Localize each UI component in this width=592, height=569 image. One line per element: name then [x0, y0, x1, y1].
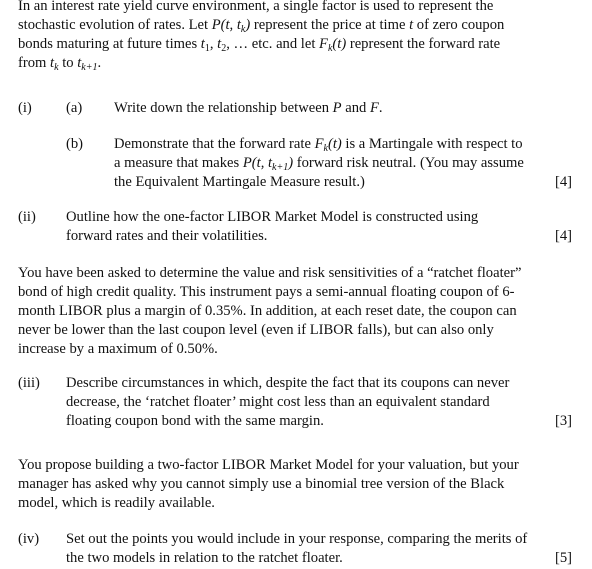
question-text: Describe circumstances in which, despite the fact that its coupons can never decrease, the ‘ratchet floater’ might cost less than an equivalent standard floating coupon bond with the same margin. [66, 375, 510, 429]
intro-line-1: In an interest rate yield curve environment, a single factor is used to represent the [18, 0, 494, 14]
marks-badge: [3] [554, 413, 572, 429]
marks-badge: [4] [554, 228, 572, 244]
marks-badge: [4] [554, 174, 572, 190]
part-b-label: (b) [66, 136, 84, 152]
intro-line-4: from $t_k$ to $t_{k+1}$. [18, 55, 102, 73]
part-b-line-3: the Equivalent Martingale Measure result.) [114, 174, 365, 190]
part-b-line-1: Demonstrate that the forward rate $F_k(t)$ is a Martingale with respect to [114, 136, 523, 154]
intro-line-2: stochastic evolution of rates. Let P(t, $t_k$) represent the price at time t of zero coupon [18, 17, 505, 35]
question-text: Set out the points you would include in your response, comparing the merits of the two models in relation to the ratchet floater. [66, 531, 528, 566]
two-factor-paragraph: You propose building a two-factor LIBOR Market Model for your valuation, but your manager has asked why you cannot simply use a binomial tree version of the Black model, which is readily available. [18, 457, 519, 511]
question-number: (iii) [18, 375, 40, 391]
question-text: Outline how the one-factor LIBOR Market Model is constructed using forward rates and their volatilities. [66, 209, 479, 244]
ratchet-floater-paragraph: You have been asked to determine the value and risk sensitivities of a “ratchet floater” bond of high credit quality. This instrument pays a semi-annual floating coupon of 6- month LIBOR plus a margin of 0.35%. In addition, at each reset date, the coupon can never be lower than the last coupon level (even if LIBOR falls), but can also only increase by a maximum of 0.50%. [18, 265, 522, 357]
question-number: (ii) [18, 209, 36, 225]
intro-line-3: bonds maturing at future times $t_1$, $t_2$, … etc. and let $F_k(t)$ represent the forward rate [18, 36, 501, 54]
marks-badge: [5] [554, 550, 572, 566]
part-b-line-2: a measure that makes P(t, $t_{k+1}$) forward risk neutral. (You may assume [114, 155, 524, 173]
part-a-text: Write down the relationship between P and F. [114, 100, 383, 116]
part-b-text [114, 135, 566, 192]
part-a-label: (a) [66, 100, 83, 116]
question-number: (i) [18, 100, 32, 116]
intro-paragraph [18, 0, 574, 73]
question-number: (iv) [18, 531, 40, 547]
